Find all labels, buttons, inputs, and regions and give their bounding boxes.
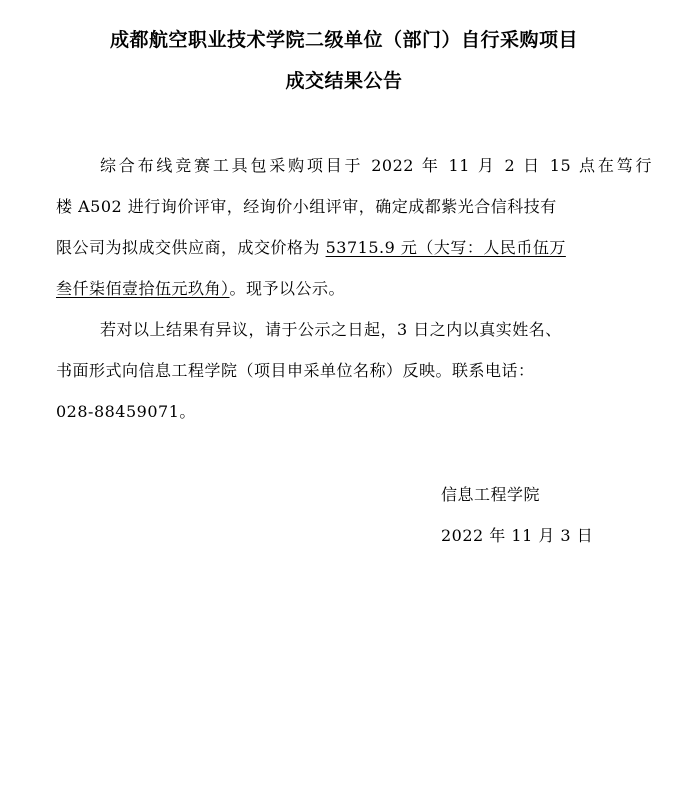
paragraph1-line4: [56, 268, 612, 309]
paragraph2-line2: 书面形式向信息工程学院（项目申采单位名称）反映。联系电话：: [56, 361, 535, 380]
announcement-title-line2: 成交结果公告: [285, 70, 403, 92]
paragraph1-line1: 综合布线竞赛工具包采购项目于 2022 年 11 月 2 日 15 点在笃行: [100, 156, 652, 175]
paragraph2-line1: 若对以上结果有异议，请于公示之日起，3 日之内以真实姓名、: [100, 320, 562, 339]
contact-phone: 028-88459071。: [56, 402, 196, 421]
announcement-body: [56, 145, 652, 432]
paragraph1-line2: 楼 A502 进行询价评审，经询价小组评审，确定成都紫光合信科技有: [56, 197, 557, 216]
signature-organization: 信息工程学院: [441, 485, 541, 504]
paragraph1-line4-text: 。现予以公示。: [229, 279, 346, 298]
transaction-price-amount: 53715.9 元（大写：人民币伍万: [325, 238, 566, 257]
paragraph1-line3: [56, 227, 612, 268]
announcement-title-line1: 成都航空职业技术学院二级单位（部门）自行采购项目: [109, 29, 578, 51]
signature-date: 2022 年 11 月 3 日: [441, 526, 594, 545]
transaction-price-uppercase: 叁仟柒佰壹拾伍元玖角）: [56, 279, 230, 298]
paragraph1-line3-text: 限公司为拟成交供应商，成交价格为: [56, 238, 326, 257]
